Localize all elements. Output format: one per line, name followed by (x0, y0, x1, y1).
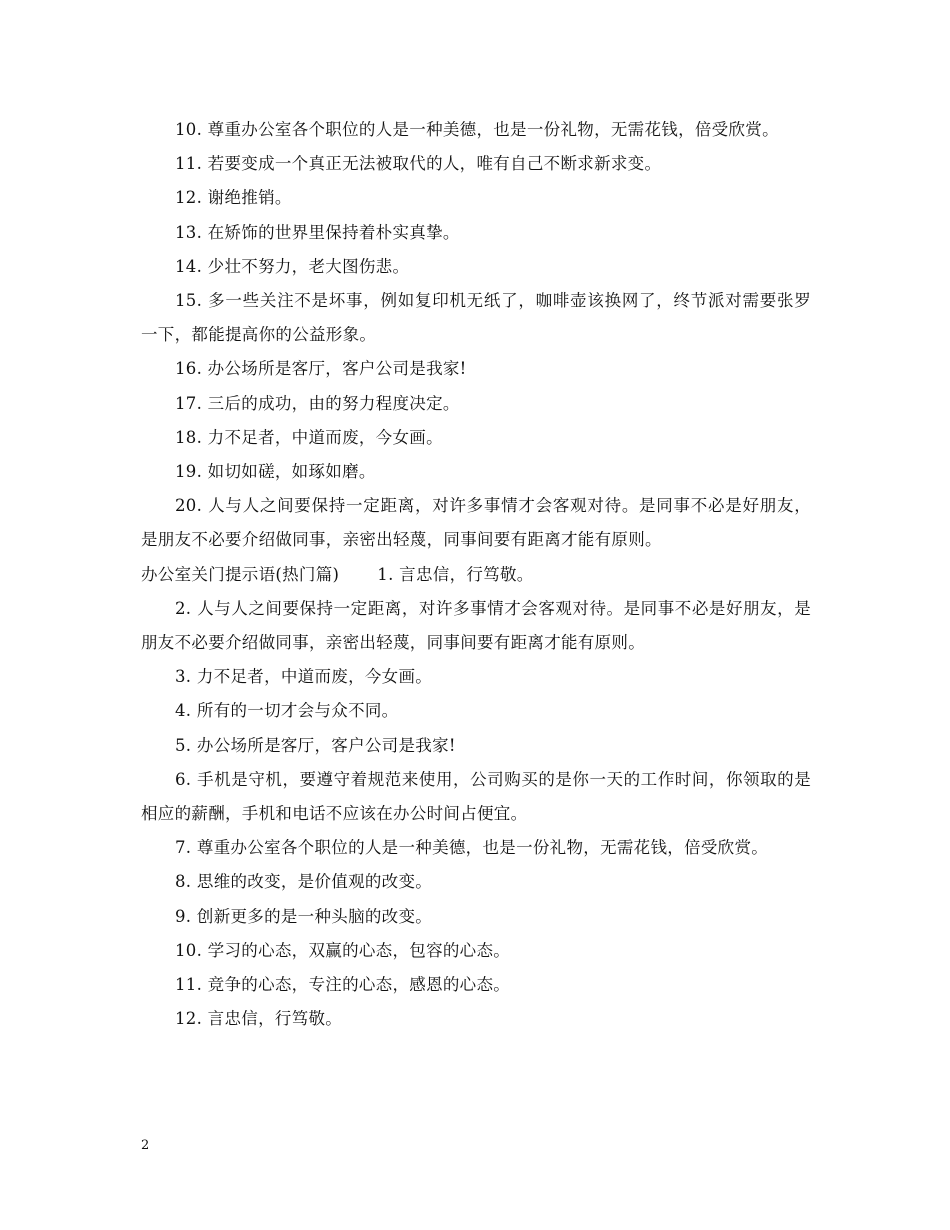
paragraph-top-16: 16. 办公场所是客厅，客户公司是我家! (175, 359, 467, 379)
paragraph-bottom-5: 5. 办公场所是客厅，客户公司是我家! (175, 735, 456, 755)
paragraph-bottom-7: 7. 尊重办公室各个职位的人是一种美德，也是一份礼物，无需花钱，倍受欣赏。 (175, 838, 769, 858)
paragraph-bottom-11: 11. 竞争的心态，专注的心态，感恩的心态。 (175, 975, 511, 995)
paragraph-top-17: 17. 三后的成功，由的努力程度决定。 (175, 393, 460, 413)
paragraph-bottom-3: 3. 力不足者，中道而废，今女画。 (175, 667, 433, 687)
paragraph-top-10: 10. 尊重办公室各个职位的人是一种美德，也是一份礼物，无需花钱，倍受欣赏。 (175, 120, 779, 139)
paragraph-top-19: 19. 如切如磋，如琢如磨。 (175, 462, 376, 482)
paragraph-bottom-12: 12. 言忠信，行笃敬。 (175, 1009, 343, 1029)
paragraph-top-11: 11. 若要变成一个真正无法被取代的人，唯有自己不断求新求变。 (175, 154, 662, 174)
paragraph-top-18: 18. 力不足者，中道而废，今女画。 (175, 427, 443, 447)
paragraph-top-15: 15. 多一些关注不是坏事，例如复印机无纸了，咖啡壶该换网了，终节派对需要张罗一下，都能提高你的公益形象。 (141, 291, 811, 345)
paragraph-bottom-10: 10. 学习的心态，双赢的心态，包容的心态。 (175, 940, 511, 960)
section-first-item: 1. 言忠信，行笃敬。 (377, 564, 534, 584)
section-heading: 办公室关门提示语(热门篇) (141, 564, 340, 584)
paragraph-bottom-2: 2. 人与人之间要保持一定距离，对许多事情才会客观对待。是同事不必是好朋友，是朋友不必要介绍做同事，亲密出轻蔑，同事间要有距离才能有原则。 (141, 598, 811, 653)
paragraph-top-20: 20. 人与人之间要保持一定距离，对许多事情才会客观对待。是同事不必是好朋友，是朋友不必要介绍做同事，亲密出轻蔑，同事间要有距离才能有原则。 (141, 496, 811, 550)
paragraph-bottom-6: 6. 手机是守机，要遵守着规范来使用，公司购买的是你一天的工作时间，你领取的是相应的薪酬，手机和电话不应该在办公时间占便宜。 (141, 769, 811, 824)
page-number: 2 (141, 1138, 150, 1153)
paragraph-top-12: 12. 谢绝推销。 (175, 188, 292, 208)
paragraph-bottom-8: 8. 思维的改变，是价值观的改变。 (175, 872, 433, 892)
paragraph-bottom-4: 4. 所有的一切才会与众不同。 (175, 701, 399, 721)
section-heading-line (141, 558, 811, 592)
document-body (141, 113, 811, 1036)
paragraph-top-13: 13. 在矫饰的世界里保持着朴实真挚。 (175, 222, 460, 242)
paragraph-top-14: 14. 少壮不努力，老大图伤悲。 (175, 256, 410, 276)
paragraph-bottom-9: 9. 创新更多的是一种头脑的改变。 (175, 906, 433, 926)
